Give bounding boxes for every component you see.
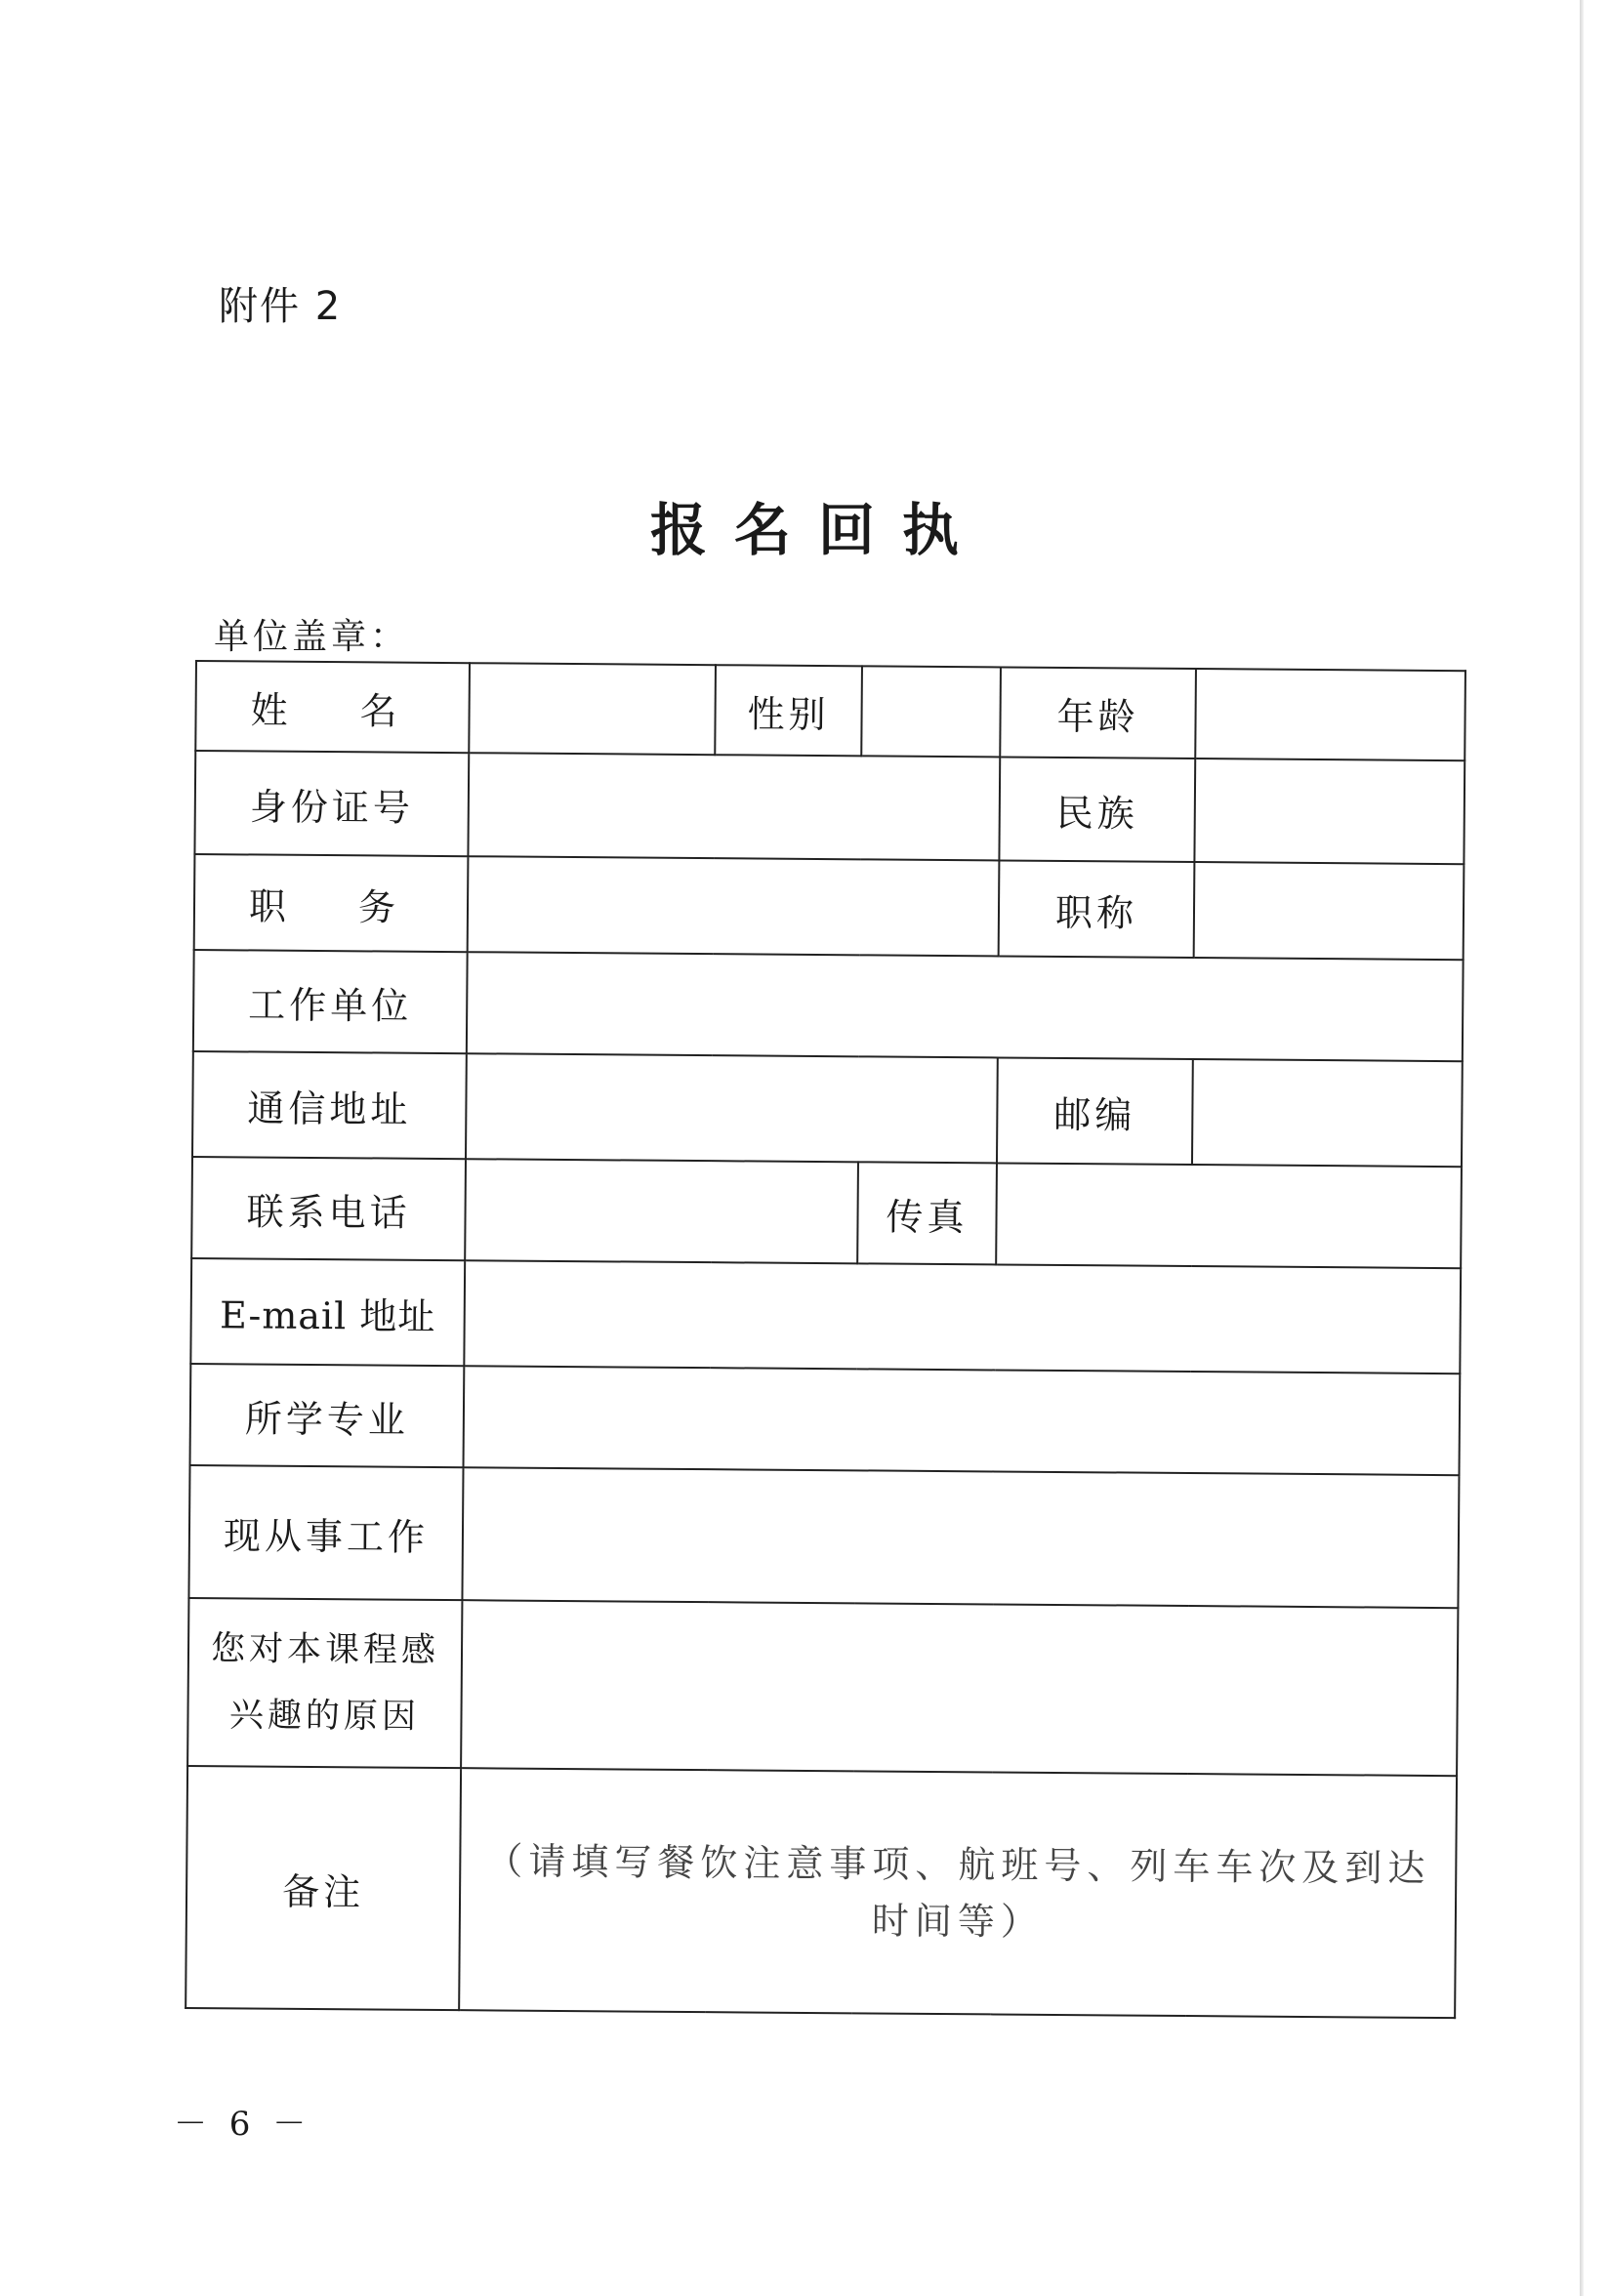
phone-field[interactable] xyxy=(465,1159,858,1263)
page-number: － 6 － xyxy=(174,2105,312,2144)
postcode-field[interactable] xyxy=(1192,1059,1463,1167)
row-position xyxy=(194,854,1465,960)
employer-field[interactable] xyxy=(467,952,1464,1061)
major-label: 所学专业 xyxy=(190,1364,465,1467)
remarks-hint-line2: 时间等） xyxy=(871,1899,1045,1944)
position-field[interactable] xyxy=(468,856,1000,956)
gender-label: 性别 xyxy=(715,665,862,756)
remarks-field[interactable] xyxy=(459,1768,1457,2018)
name-label: 姓 名 xyxy=(195,661,470,753)
gender-field[interactable] xyxy=(861,666,1001,757)
unit-stamp-label: 单位盖章： xyxy=(214,617,410,657)
attachment-label: 附件 2 xyxy=(219,284,343,329)
row-current-work xyxy=(188,1465,1459,1608)
ethnicity-field[interactable] xyxy=(1194,758,1465,864)
age-field[interactable] xyxy=(1195,669,1465,760)
id-number-field[interactable] xyxy=(468,753,1000,860)
interest-reason-label xyxy=(187,1598,462,1768)
page-edge xyxy=(1580,0,1584,2296)
page-title: 报名回执 xyxy=(649,497,986,563)
remarks-hint-line1: （请填写餐饮注意事项、航班号、列车车次及到达 xyxy=(485,1839,1431,1890)
age-label: 年龄 xyxy=(1000,667,1196,758)
major-field[interactable] xyxy=(464,1366,1461,1475)
row-major xyxy=(190,1364,1461,1475)
remarks-label: 备注 xyxy=(186,1766,461,2010)
current-work-field[interactable] xyxy=(462,1467,1459,1608)
postcode-label: 邮编 xyxy=(997,1057,1193,1165)
row-email xyxy=(190,1258,1461,1374)
row-employer xyxy=(193,950,1464,1061)
name-field[interactable] xyxy=(469,663,716,755)
email-label: E-mail 地址 xyxy=(190,1258,465,1366)
row-id-number xyxy=(194,751,1465,864)
row-remarks xyxy=(186,1766,1457,2018)
phone-label: 联系电话 xyxy=(191,1157,466,1260)
interest-reason-label-line1: 您对本课程感 xyxy=(210,1629,440,1670)
interest-reason-label-line2: 兴趣的原因 xyxy=(228,1696,421,1737)
row-address xyxy=(192,1051,1463,1167)
position-label: 职 务 xyxy=(194,854,469,952)
professional-title-field[interactable] xyxy=(1194,862,1465,960)
current-work-label: 现从事工作 xyxy=(188,1465,463,1600)
employer-label: 工作单位 xyxy=(193,950,468,1053)
row-interest-reason xyxy=(187,1598,1458,1776)
interest-reason-field[interactable] xyxy=(461,1600,1458,1776)
fax-field[interactable] xyxy=(996,1163,1462,1268)
email-field[interactable] xyxy=(464,1260,1461,1374)
registration-form-table xyxy=(185,660,1466,2019)
address-label: 通信地址 xyxy=(192,1051,467,1159)
row-name xyxy=(195,661,1465,760)
fax-label: 传真 xyxy=(857,1162,997,1264)
professional-title-label: 职称 xyxy=(999,860,1195,958)
row-phone xyxy=(191,1157,1462,1268)
ethnicity-label: 民族 xyxy=(999,757,1195,862)
address-field[interactable] xyxy=(466,1053,998,1163)
id-number-label: 身份证号 xyxy=(194,751,469,856)
